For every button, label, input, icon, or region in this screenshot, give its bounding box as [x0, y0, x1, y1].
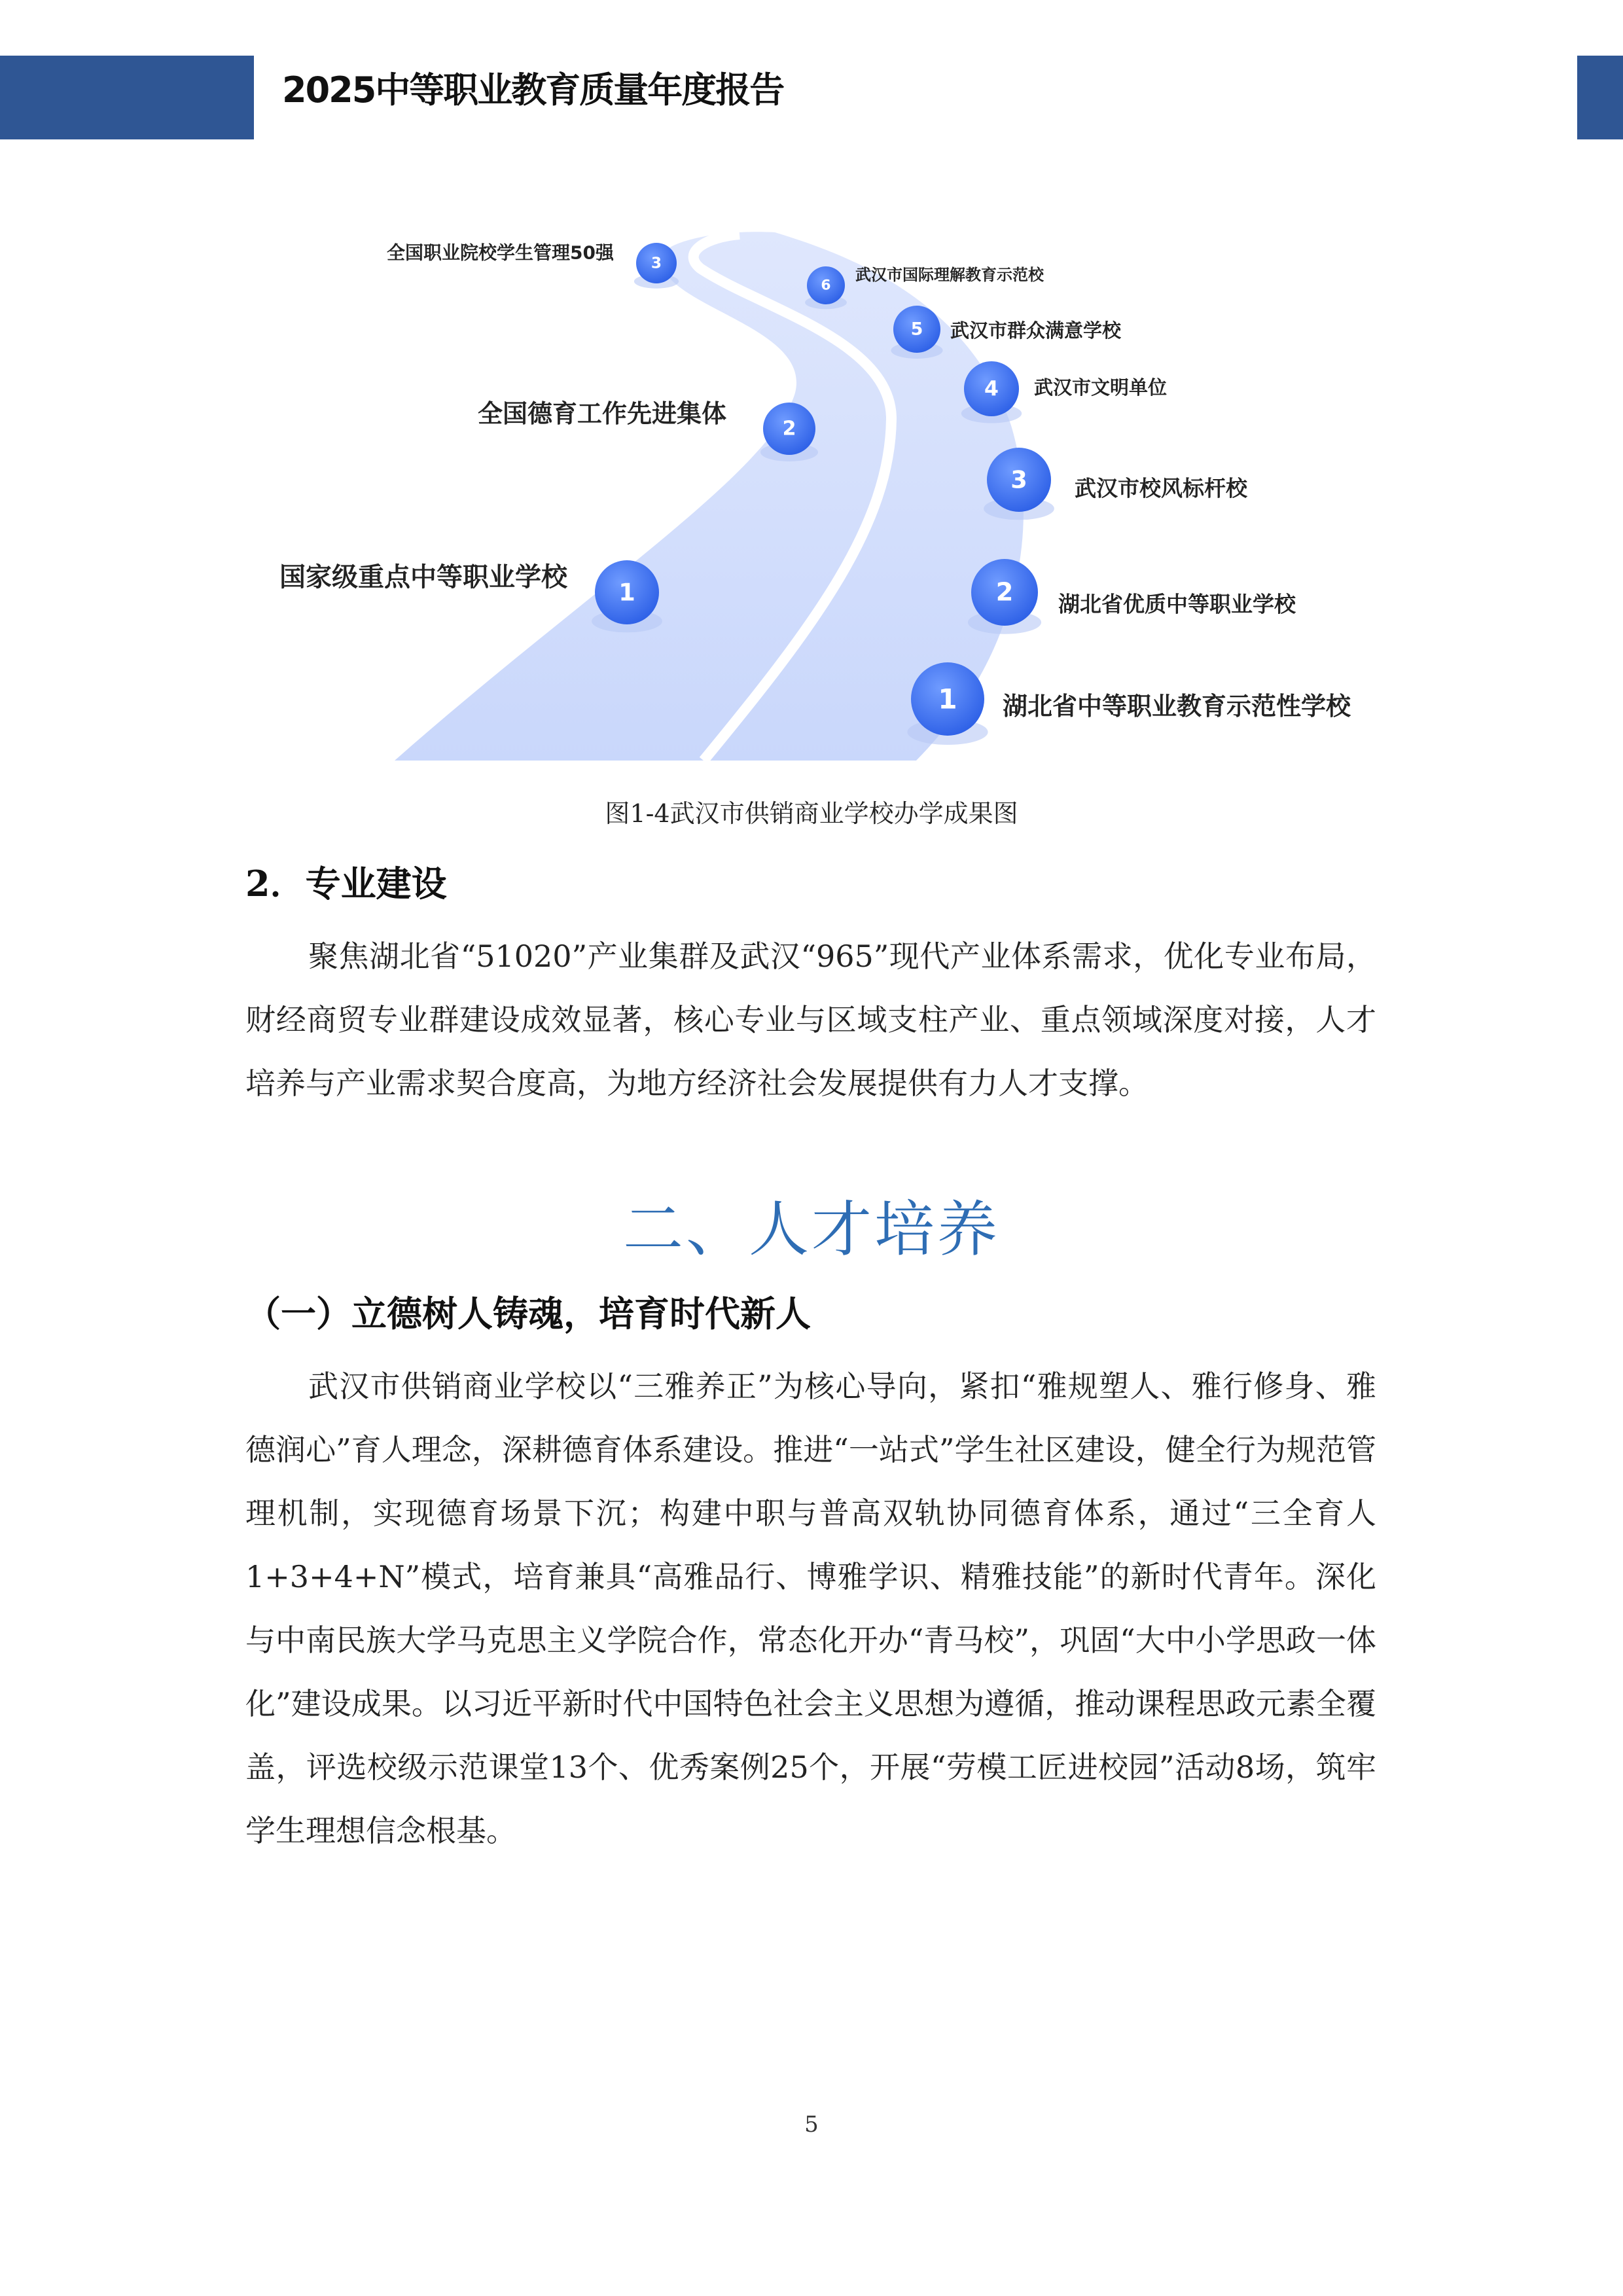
milestone-number: 2	[995, 577, 1014, 607]
subsection-heading-moral-education: （一）立德树人铸魂，培育时代新人	[245, 1293, 811, 1335]
milestone-label: 武汉市群众满意学校	[950, 319, 1122, 342]
milestone-number: 3	[651, 254, 662, 272]
milestone-number: 1	[618, 578, 635, 607]
section-heading-major-construction: 2．专业建设	[245, 863, 447, 905]
report-title: 2025中等职业教育质量年度报告	[282, 69, 784, 111]
milestone-label: 全国德育工作先进集体	[477, 399, 726, 428]
milestone-number: 5	[910, 319, 923, 340]
page-number: 5	[804, 2111, 819, 2138]
paragraph-major-construction: 聚焦湖北省“51020”产业集群及武汉“965”现代产业体系需求，优化专业布局，财经商贸专业群建设成效显著，核心专业与区域支柱产业、重点领域深度对接，人才培养与产业需求契合度高，为地方经济社会发展提供有力人才支撑。	[245, 939, 1376, 1101]
milestone-number: 4	[984, 377, 999, 401]
milestone-label: 湖北省优质中等职业学校	[1058, 591, 1296, 617]
chapter-title: 二、人才培养	[622, 1194, 1000, 1265]
milestone-label: 武汉市校风标杆校	[1075, 475, 1247, 501]
milestone-label: 武汉市国际理解教育示范校	[855, 266, 1044, 284]
milestone-number: 6	[821, 277, 831, 294]
milestone-number: 2	[782, 417, 796, 440]
figure-caption: 图1-4武汉市供销商业学校办学成果图	[605, 799, 1018, 828]
milestone-label: 全国职业院校学生管理50强	[387, 242, 614, 264]
milestone-number: 3	[1010, 465, 1027, 494]
milestone-label: 武汉市文明单位	[1034, 376, 1168, 399]
paragraph-moral-education: 武汉市供销商业学校以“三雅养正”为核心导向，紧扣“雅规塑人、雅行修身、雅德润心”育人理念，深耕德育体系建设。推进“一站式”学生社区建设，健全行为规范管理机制，实现德育场景下沉；构建中职与普高双轨协同德育体系，通过“三全育人1+3+4+N”模式，培育兼具“高雅品行、博雅学识、精雅技能”的新时代青年。深化与中南民族大学马克思主义学院合作，常态化开办“青马校”，巩固“大中小学思政一体化”建设成果。以习近平新时代中国特色社会主义思想为遵循，推动课程思政元素全覆盖，评选校级示范课堂13个、优秀案例25个，开展“劳模工匠进校园”活动8场，筑牢学生理想信念根基。	[245, 1369, 1376, 1848]
milestone-number: 1	[938, 683, 957, 715]
milestone-label: 国家级重点中等职业学校	[279, 562, 567, 592]
milestone-label: 湖北省中等职业教育示范性学校	[1003, 692, 1351, 721]
achievement-road-figure	[0, 0, 1623, 785]
